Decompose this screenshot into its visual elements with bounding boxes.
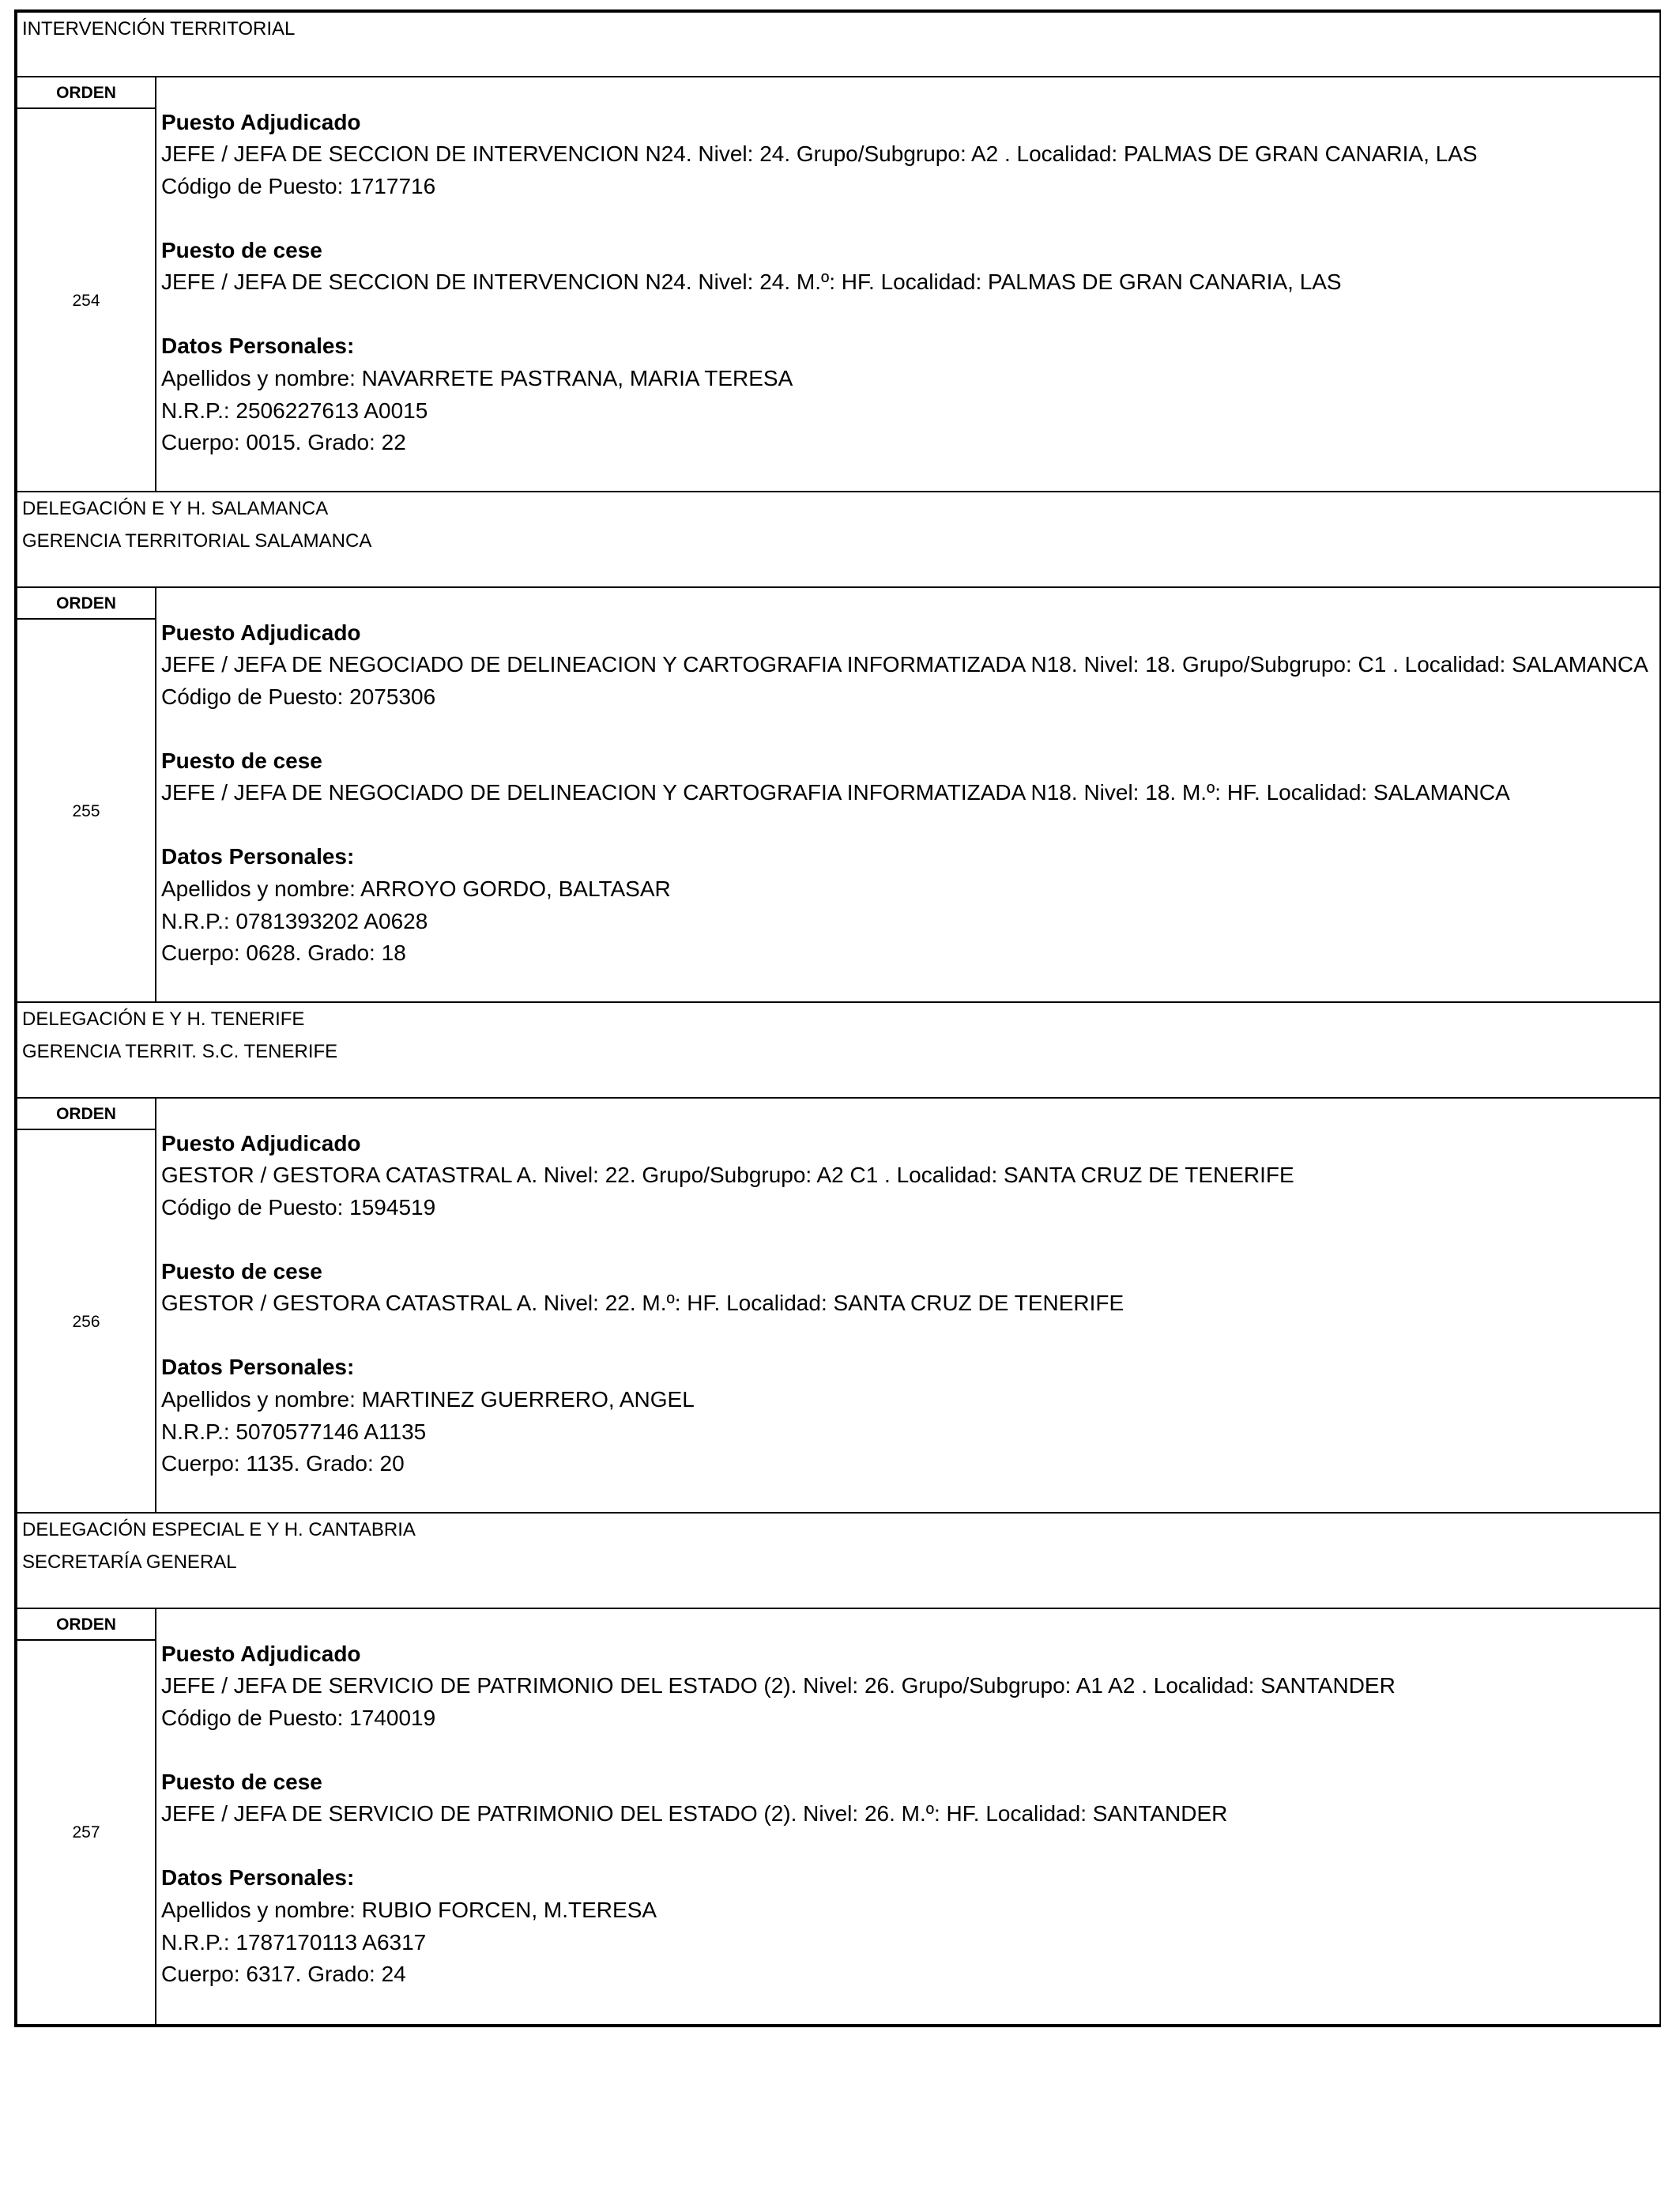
datos-title: Datos Personales: [161, 844, 355, 869]
assignment-block [17, 588, 1659, 1003]
orden-number: 255 [72, 802, 100, 820]
cese-title: Puesto de cese [161, 748, 322, 773]
section-header-line: DELEGACIÓN E Y H. SALAMANCA [22, 498, 329, 519]
datos-title: Datos Personales: [161, 1355, 355, 1379]
section-header [17, 492, 1659, 588]
nrp: N.R.P.: 2506227613 A0015 [161, 398, 428, 423]
adjudicado-description: JEFE / JEFA DE NEGOCIADO DE DELINEACION Y CARTOGRAFIA INFORMATIZADA N18. Nivel: 18. Grupo/Subgrupo: C1 . Localidad: SALAMANCA [161, 652, 1648, 677]
section-header-line: GERENCIA TERRIT. S.C. TENERIFE [22, 1041, 338, 1062]
cese-description: JEFE / JEFA DE SECCION DE INTERVENCION N24. Nivel: 24. M.º: HF. Localidad: PALMAS DE GRAN CANARIA, LAS [161, 270, 1342, 294]
nrp: N.R.P.: 0781393202 A0628 [161, 909, 428, 933]
orden-label: ORDEN [17, 1099, 155, 1130]
cese-description: JEFE / JEFA DE SERVICIO DE PATRIMONIO DEL ESTADO (2). Nivel: 26. M.º: HF. Localidad: SANTANDER [161, 1801, 1228, 1826]
section-header [17, 13, 1659, 77]
codigo-puesto: Código de Puesto: 1717716 [161, 174, 436, 198]
codigo-puesto: Código de Puesto: 1594519 [161, 1195, 436, 1220]
datos-title: Datos Personales: [161, 1865, 355, 1890]
orden-label: ORDEN [17, 588, 155, 620]
nrp: N.R.P.: 5070577146 A1135 [161, 1419, 427, 1444]
cese-description: GESTOR / GESTORA CATASTRAL A. Nivel: 22. M.º: HF. Localidad: SANTA CRUZ DE TENERIFE [161, 1291, 1124, 1315]
section-header [17, 1514, 1659, 1609]
adjudicado-description: JEFE / JEFA DE SERVICIO DE PATRIMONIO DEL ESTADO (2). Nivel: 26. Grupo/Subgrupo: A1 A2 . Localidad: SANTANDER [161, 1673, 1396, 1698]
cuerpo-grado: Cuerpo: 0015. Grado: 22 [161, 430, 406, 454]
adjudicado-description: JEFE / JEFA DE SECCION DE INTERVENCION N24. Nivel: 24. Grupo/Subgrupo: A2 . Localidad: PALMAS DE GRAN CANARIA, LAS [161, 141, 1478, 166]
cuerpo-grado: Cuerpo: 6317. Grado: 24 [161, 1962, 406, 1986]
assignment-block [17, 1609, 1659, 2024]
orden-number: 254 [72, 292, 100, 310]
orden-column [17, 77, 156, 491]
adjudicado-title: Puesto Adjudicado [161, 620, 361, 645]
orden-column [17, 1609, 156, 2024]
cuerpo-grado: Cuerpo: 0628. Grado: 18 [161, 941, 406, 965]
cese-title: Puesto de cese [161, 1259, 322, 1284]
section-header-line: DELEGACIÓN ESPECIAL E Y H. CANTABRIA [22, 1519, 416, 1540]
apellidos-nombre: Apellidos y nombre: ARROYO GORDO, BALTASAR [161, 876, 671, 901]
section-header [17, 1003, 1659, 1099]
assignment-block [17, 1099, 1659, 1514]
nrp: N.R.P.: 1787170113 A6317 [161, 1930, 427, 1955]
resolution-table [14, 9, 1661, 2027]
cese-title: Puesto de cese [161, 238, 322, 262]
orden-number: 256 [72, 1313, 100, 1331]
section-header-line: GERENCIA TERRITORIAL SALAMANCA [22, 530, 372, 552]
adjudicado-title: Puesto Adjudicado [161, 1131, 361, 1155]
orden-column [17, 1099, 156, 1512]
section-header-line: DELEGACIÓN E Y H. TENERIFE [22, 1008, 305, 1030]
apellidos-nombre: Apellidos y nombre: MARTINEZ GUERRERO, ANGEL [161, 1387, 695, 1412]
section-header-line: SECRETARÍA GENERAL [22, 1551, 237, 1573]
orden-label: ORDEN [17, 77, 155, 109]
apellidos-nombre: Apellidos y nombre: RUBIO FORCEN, M.TERESA [161, 1898, 657, 1922]
assignment-block [17, 77, 1659, 492]
apellidos-nombre: Apellidos y nombre: NAVARRETE PASTRANA, MARIA TERESA [161, 366, 793, 390]
orden-number: 257 [72, 1823, 100, 1842]
cese-title: Puesto de cese [161, 1770, 322, 1794]
cuerpo-grado: Cuerpo: 1135. Grado: 20 [161, 1451, 405, 1476]
adjudicado-description: GESTOR / GESTORA CATASTRAL A. Nivel: 22. Grupo/Subgrupo: A2 C1 . Localidad: SANTA CRUZ DE TENERIFE [161, 1163, 1294, 1187]
orden-label: ORDEN [17, 1609, 155, 1641]
orden-column [17, 588, 156, 1001]
codigo-puesto: Código de Puesto: 2075306 [161, 684, 436, 709]
datos-title: Datos Personales: [161, 334, 355, 358]
adjudicado-title: Puesto Adjudicado [161, 1642, 361, 1666]
cese-description: JEFE / JEFA DE NEGOCIADO DE DELINEACION Y CARTOGRAFIA INFORMATIZADA N18. Nivel: 18. M.º: HF. Localidad: SALAMANCA [161, 780, 1510, 805]
adjudicado-title: Puesto Adjudicado [161, 110, 361, 134]
codigo-puesto: Código de Puesto: 1740019 [161, 1706, 436, 1730]
section-header-line: INTERVENCIÓN TERRITORIAL [22, 18, 296, 40]
